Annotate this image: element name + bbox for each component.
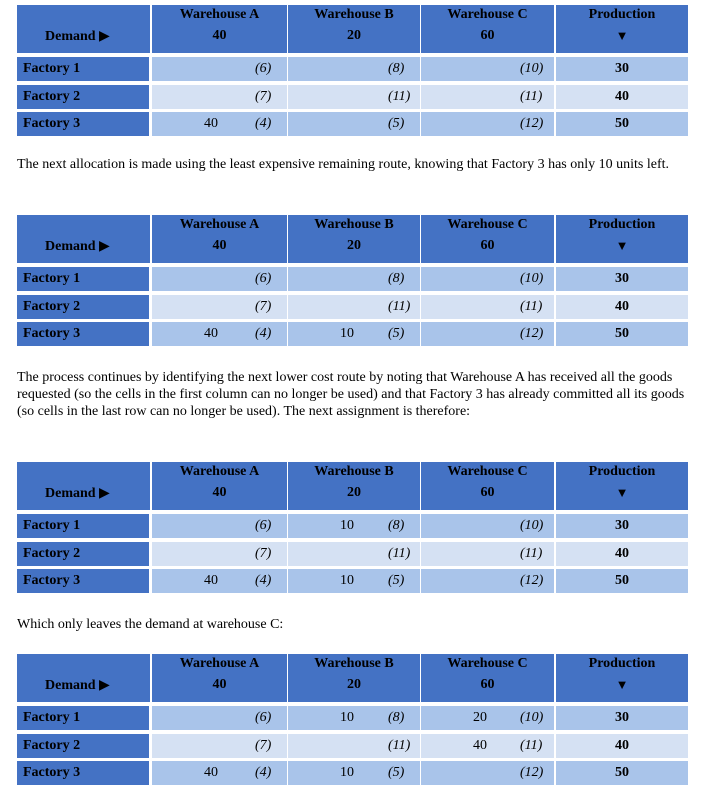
factory-label: Factory 1 bbox=[17, 514, 149, 538]
factory-label: Factory 2 bbox=[17, 85, 149, 109]
allocation-value: 10 bbox=[340, 573, 354, 588]
route-cell bbox=[421, 514, 554, 538]
transport-table bbox=[17, 5, 688, 141]
paragraph-3: Which only leaves the demand at warehouse C: bbox=[17, 617, 284, 632]
warehouse-name: Warehouse A bbox=[179, 464, 260, 479]
production-arrow-icon: ▼ bbox=[615, 485, 629, 500]
production-value: 30 bbox=[556, 57, 688, 81]
route-cell bbox=[288, 569, 420, 593]
table-row bbox=[17, 57, 688, 81]
warehouse-name: Warehouse A bbox=[179, 656, 260, 671]
route-cell bbox=[288, 734, 420, 758]
route-cost: (10) bbox=[520, 271, 544, 286]
route-cost: (12) bbox=[520, 326, 544, 341]
route-cell bbox=[421, 761, 554, 785]
warehouse-demand: 60 bbox=[480, 677, 495, 692]
route-cell bbox=[152, 112, 287, 136]
route-cell bbox=[288, 542, 420, 566]
route-cell bbox=[421, 267, 554, 291]
allocation-value: 40 bbox=[204, 573, 218, 588]
route-cell bbox=[288, 706, 420, 730]
production-value: 30 bbox=[556, 267, 688, 291]
route-cost: (10) bbox=[520, 710, 544, 725]
route-cell bbox=[152, 295, 287, 319]
route-cell bbox=[152, 761, 287, 785]
factory-label: Factory 1 bbox=[17, 706, 149, 730]
route-cost: (7) bbox=[255, 738, 272, 753]
warehouse-demand: 40 bbox=[212, 28, 227, 43]
warehouse-name: Warehouse C bbox=[447, 656, 528, 671]
table-header bbox=[17, 215, 688, 263]
allocation-value: 10 bbox=[340, 326, 354, 341]
route-cell bbox=[152, 57, 287, 81]
route-cell bbox=[421, 569, 554, 593]
route-cell bbox=[288, 85, 420, 109]
production-value: 50 bbox=[556, 569, 688, 593]
production-value: 40 bbox=[556, 295, 688, 319]
route-cost: (5) bbox=[388, 326, 405, 341]
route-cell bbox=[152, 569, 287, 593]
warehouse-name: Warehouse C bbox=[447, 464, 528, 479]
route-cell bbox=[288, 57, 420, 81]
table-row bbox=[17, 706, 688, 730]
warehouse-name: Warehouse B bbox=[314, 464, 394, 479]
route-cell bbox=[288, 267, 420, 291]
table-header bbox=[17, 5, 688, 53]
route-cost: (4) bbox=[255, 326, 272, 341]
allocation-value: 10 bbox=[340, 765, 354, 780]
route-cell bbox=[152, 322, 287, 346]
table-header bbox=[17, 462, 688, 510]
warehouse-name: Warehouse A bbox=[179, 217, 260, 232]
factory-label: Factory 1 bbox=[17, 267, 149, 291]
table-row bbox=[17, 542, 688, 566]
route-cost: (4) bbox=[255, 116, 272, 131]
route-cell bbox=[288, 295, 420, 319]
table-row bbox=[17, 514, 688, 538]
production-label: Production bbox=[588, 656, 656, 671]
factory-label: Factory 2 bbox=[17, 734, 149, 758]
route-cell bbox=[152, 514, 287, 538]
table-row bbox=[17, 295, 688, 319]
warehouse-name: Warehouse C bbox=[447, 7, 528, 22]
warehouse-name: Warehouse C bbox=[447, 217, 528, 232]
route-cost: (11) bbox=[520, 89, 543, 104]
warehouse-demand: 20 bbox=[347, 485, 361, 500]
route-cell bbox=[152, 267, 287, 291]
route-cost: (6) bbox=[255, 518, 272, 533]
route-cell bbox=[421, 706, 554, 730]
warehouse-demand: 20 bbox=[347, 238, 361, 253]
route-cell bbox=[421, 57, 554, 81]
allocation-value: 40 bbox=[473, 738, 487, 753]
route-cell bbox=[152, 734, 287, 758]
route-cost: (6) bbox=[255, 271, 272, 286]
transport-table bbox=[17, 215, 688, 351]
transport-table bbox=[17, 654, 688, 790]
table-row bbox=[17, 322, 688, 346]
demand-label: Demand ▶ bbox=[45, 678, 110, 693]
route-cell bbox=[288, 761, 420, 785]
route-cost: (7) bbox=[255, 299, 272, 314]
route-cost: (4) bbox=[255, 765, 272, 780]
demand-label: Demand ▶ bbox=[45, 486, 110, 501]
warehouse-demand: 20 bbox=[347, 28, 361, 43]
warehouse-demand: 60 bbox=[480, 238, 495, 253]
factory-label: Factory 1 bbox=[17, 57, 149, 81]
production-value: 40 bbox=[556, 542, 688, 566]
demand-label: Demand ▶ bbox=[45, 29, 110, 44]
warehouse-demand: 20 bbox=[347, 677, 361, 692]
route-cost: (6) bbox=[255, 61, 272, 76]
production-value: 50 bbox=[556, 322, 688, 346]
route-cost: (7) bbox=[255, 546, 272, 561]
table-row bbox=[17, 267, 688, 291]
route-cost: (11) bbox=[520, 546, 543, 561]
warehouse-name: Warehouse A bbox=[179, 7, 260, 22]
production-label: Production bbox=[588, 464, 656, 479]
route-cell bbox=[421, 322, 554, 346]
table-row bbox=[17, 734, 688, 758]
production-value: 30 bbox=[556, 706, 688, 730]
warehouse-demand: 40 bbox=[212, 238, 227, 253]
allocation-value: 20 bbox=[473, 710, 487, 725]
factory-label: Factory 2 bbox=[17, 542, 149, 566]
allocation-value: 40 bbox=[204, 765, 218, 780]
production-label: Production bbox=[588, 7, 656, 22]
production-arrow-icon: ▼ bbox=[615, 28, 629, 43]
warehouse-name: Warehouse B bbox=[314, 7, 394, 22]
route-cost: (12) bbox=[520, 765, 544, 780]
route-cost: (8) bbox=[388, 518, 405, 533]
route-cell bbox=[152, 85, 287, 109]
route-cost: (5) bbox=[388, 116, 405, 131]
route-cell bbox=[152, 706, 287, 730]
production-value: 50 bbox=[556, 761, 688, 785]
route-cell bbox=[152, 542, 287, 566]
route-cell bbox=[421, 542, 554, 566]
route-cost: (7) bbox=[255, 89, 272, 104]
route-cost: (10) bbox=[520, 61, 544, 76]
route-cost: (10) bbox=[520, 518, 544, 533]
factory-label: Factory 3 bbox=[17, 761, 149, 785]
route-cell bbox=[421, 734, 554, 758]
table-row bbox=[17, 761, 688, 785]
production-label: Production bbox=[588, 217, 656, 232]
allocation-value: 10 bbox=[340, 518, 354, 533]
table-row bbox=[17, 112, 688, 136]
route-cost: (5) bbox=[388, 765, 405, 780]
warehouse-demand: 60 bbox=[480, 28, 495, 43]
factory-label: Factory 3 bbox=[17, 322, 149, 346]
route-cost: (12) bbox=[520, 573, 544, 588]
route-cost: (8) bbox=[388, 710, 405, 725]
route-cost: (11) bbox=[388, 738, 411, 753]
route-cost: (8) bbox=[388, 271, 405, 286]
route-cost: (8) bbox=[388, 61, 405, 76]
route-cell bbox=[288, 112, 420, 136]
allocation-value: 40 bbox=[204, 116, 218, 131]
route-cost: (11) bbox=[388, 89, 411, 104]
production-value: 30 bbox=[556, 514, 688, 538]
route-cost: (6) bbox=[255, 710, 272, 725]
production-value: 40 bbox=[556, 85, 688, 109]
paragraph-2: The process continues by identifying the next lower cost route by noting that Warehouse A has received all the goods requested (so the cells in the first column can no longer be used) and that Factory 3 has already committed all its goods (so cells in the last row can no longer be used). The next assignment is therefore: bbox=[17, 370, 685, 419]
warehouse-demand: 40 bbox=[212, 485, 227, 500]
table-header bbox=[17, 654, 688, 702]
route-cost: (11) bbox=[388, 299, 411, 314]
table-row bbox=[17, 85, 688, 109]
route-cell bbox=[421, 85, 554, 109]
allocation-value: 40 bbox=[204, 326, 218, 341]
route-cost: (12) bbox=[520, 116, 544, 131]
route-cell bbox=[288, 514, 420, 538]
production-value: 40 bbox=[556, 734, 688, 758]
warehouse-name: Warehouse B bbox=[314, 656, 394, 671]
table-row bbox=[17, 569, 688, 593]
route-cost: (11) bbox=[520, 299, 543, 314]
route-cost: (4) bbox=[255, 573, 272, 588]
factory-label: Factory 3 bbox=[17, 569, 149, 593]
allocation-value: 10 bbox=[340, 710, 354, 725]
production-value: 50 bbox=[556, 112, 688, 136]
transport-table bbox=[17, 462, 688, 598]
route-cell bbox=[421, 295, 554, 319]
route-cost: (5) bbox=[388, 573, 405, 588]
demand-label: Demand ▶ bbox=[45, 239, 110, 254]
production-arrow-icon: ▼ bbox=[615, 677, 629, 692]
route-cell bbox=[421, 112, 554, 136]
factory-label: Factory 2 bbox=[17, 295, 149, 319]
factory-label: Factory 3 bbox=[17, 112, 149, 136]
warehouse-name: Warehouse B bbox=[314, 217, 394, 232]
route-cell bbox=[288, 322, 420, 346]
production-arrow-icon: ▼ bbox=[615, 238, 629, 253]
warehouse-demand: 60 bbox=[480, 485, 495, 500]
route-cost: (11) bbox=[520, 738, 543, 753]
warehouse-demand: 40 bbox=[212, 677, 227, 692]
paragraph-1: The next allocation is made using the least expensive remaining route, knowing that Factory 3 has only 10 units left. bbox=[17, 157, 670, 172]
route-cost: (11) bbox=[388, 546, 411, 561]
